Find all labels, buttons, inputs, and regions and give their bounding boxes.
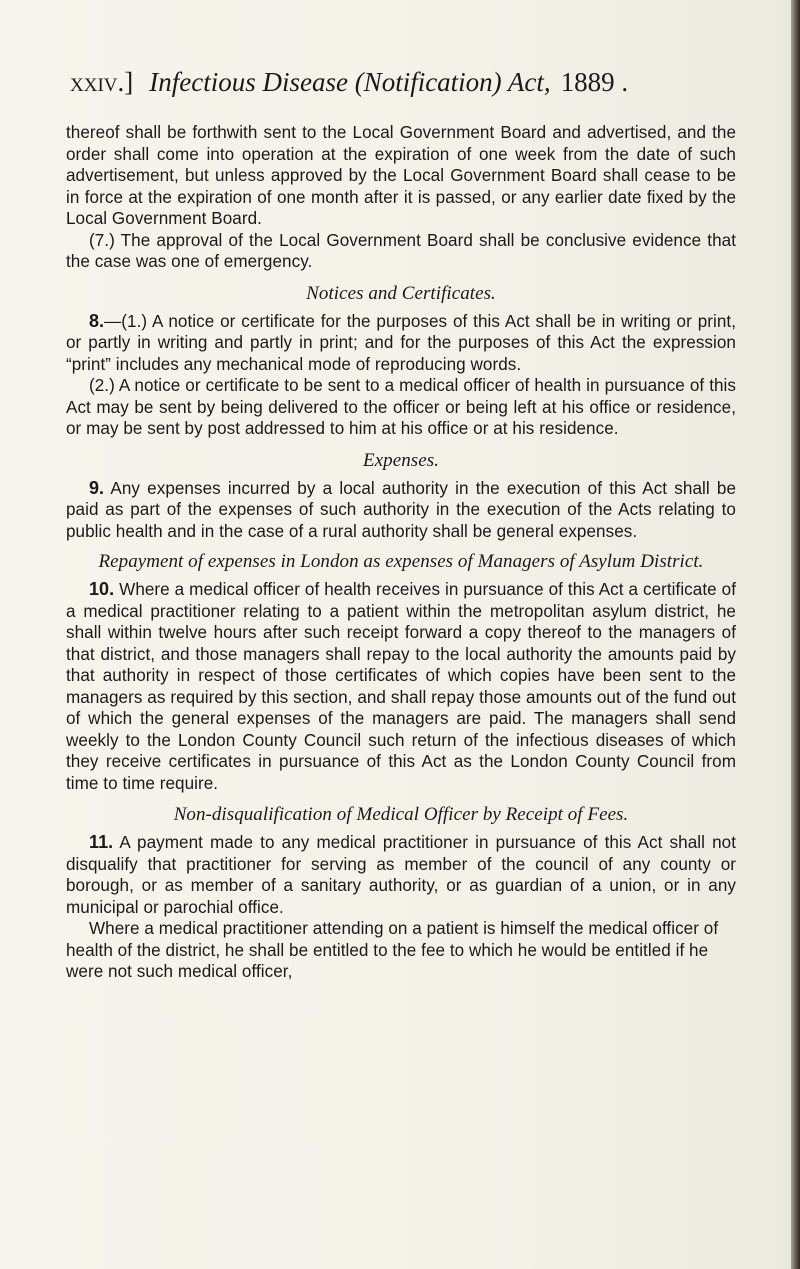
section-9-text: 9. Any expenses incurred by a local authority in the execution of this Act shall be paid as part of the expenses of such authority in the execution of the Acts relating to public health and in the case of a rural authority shall be general expenses.	[66, 477, 736, 541]
act-year: 1889 .	[560, 67, 629, 97]
section-9-number: 9.	[89, 477, 105, 498]
section-11-text: 11. A payment made to any medical practitioner in pursuance of this Act shall not disqualify that practitioner for serving as member of the council of any county or borough, or as member of a sanitary authority, or as guardian of a union, or in any municipal or parochial office.	[66, 832, 736, 917]
page-body	[66, 122, 736, 983]
subsection-7: (7.) The approval of the Local Government Board shall be conclusive evidence that the case was one of emergency.	[66, 230, 736, 271]
page-edge	[791, 0, 800, 1269]
act-title: Infectious Disease (Notification) Act,	[149, 67, 551, 97]
section-10-number: 10.	[89, 579, 115, 599]
section-9-heading: Expenses.	[363, 449, 439, 471]
section-11-paragraph-2: Where a medical practitioner attending on a patient is himself the medical officer of health of the district, he shall be entitled to the fee to which he would be entitled if he were not such medical officer,	[66, 919, 719, 981]
section-11-number: 11.	[89, 832, 114, 852]
section-10-heading: Repayment of expenses in London as expenses of Managers of Asylum District.	[98, 551, 704, 572]
continuation-paragraph: thereof shall be forthwith sent to the Local Government Board and advertised, and the order shall come into operation at the expiration of one week from the date of such advertisement, but unless approved by the Local Government Board shall cease to be in force at the expiration of one month after it is passed, or any earlier date fixed by the Local Government Board.	[66, 123, 736, 228]
section-8-heading: Notices and Certificates.	[306, 282, 496, 304]
section-8-subsection-2: (2.) A notice or certificate to be sent to a medical officer of health in pursuance of this Act may be sent by being delivered to the officer or being left at his office or residence, or may be sent by post addressed to him at his office or at his residence.	[66, 376, 736, 438]
chapter-reference: xxiv.]	[70, 67, 134, 97]
running-header	[70, 62, 730, 102]
section-10-text: 10. Where a medical officer of health receives in pursuance of this Act a certificate of a medical practitioner relating to a patient within the metropolitan asylum district, he shall within twelve hours after such receipt forward a copy thereof to the managers of that district, and those managers shall repay to the local authority the amounts paid by that authority in respect of those certificates of which copies have been sent to the managers as required by this section, and shall repay those amounts out of the fund out of which the general expenses of the managers are paid. The managers shall send weekly to the London County Council such return of the infectious diseases of which they receive certificates in pursuance of this Act as the London County Council from time to time require.	[66, 579, 736, 793]
section-8-subsection-1: 8.—(1.) A notice or certificate for the purposes of this Act shall be in writing or print, or partly in writing and partly in print; and for the purposes of this Act the expression “print” includes any mechanical mode of reproducing words.	[66, 310, 736, 374]
section-8-number: 8.	[89, 310, 105, 331]
section-11-heading: Non-disqualification of Medical Officer by Receipt of Fees.	[173, 804, 629, 825]
